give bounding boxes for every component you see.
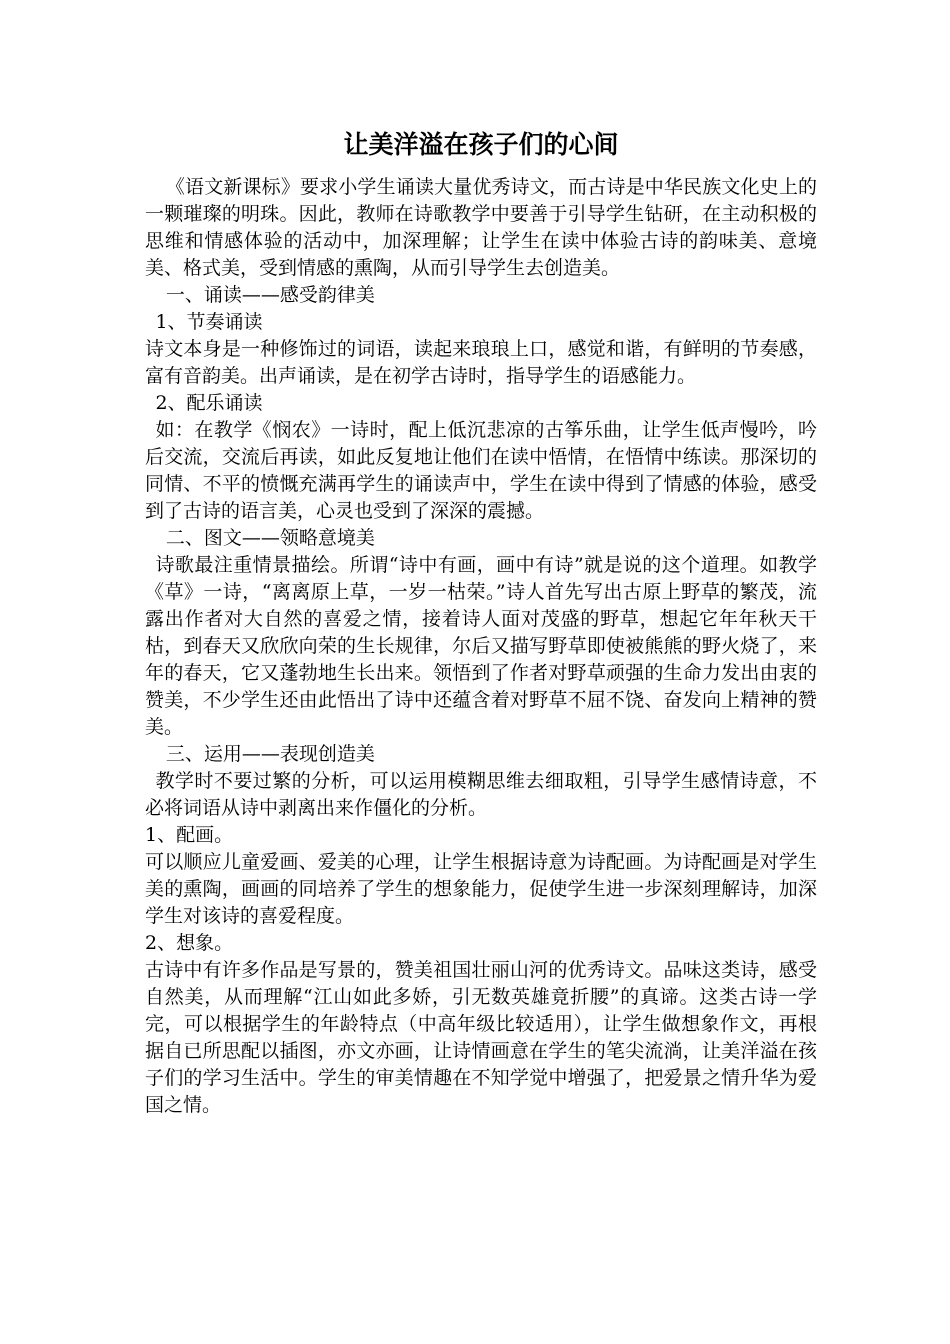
- paragraph: 诗文本身是一种修饰过的词语，读起来琅琅上口，感觉和谐，有鲜明的节奏感，富有音韵美。出声诵读，是在初学古诗时，指导学生的语感能力。: [145, 338, 817, 387]
- paragraph: 诗歌最注重情景描绘。所谓“诗中有画，画中有诗”就是说的这个道理。如教学《草》一诗，“离离原上草，一岁一枯荣。”诗人首先写出古原上野草的繁茂，流露出作者对大自然的喜爱之情，接着诗人面对茂盛的野草，想起它年年秋天干枯，到春天又欣欣向荣的生长规律，尔后又描写野草即使被熊熊的野火烧了，来年的春天，它又蓬勃地生长出来。领悟到了作者对野草顽强的生命力发出由衷的赞美，不少学生还由此悟出了诗中还蕴含着对野草不屈不饶、奋发向上精神的赞美。: [145, 554, 817, 738]
- paragraph: 教学时不要过繁的分析，可以运用模糊思维去细取粗，引导学生感情诗意，不必将词语从诗中剥离出来作僵化的分析。: [145, 770, 817, 819]
- section-heading: 一、诵读——感受韵律美: [165, 284, 375, 306]
- subsection-heading: 1、配画。: [145, 824, 234, 846]
- paragraph: 可以顺应儿童爱画、爱美的心理，让学生根据诗意为诗配画。为诗配画是对学生美的熏陶，画画的同培养了学生的想象能力，促使学生进一步深刻理解诗，加深学生对该诗的喜爱程度。: [145, 851, 817, 927]
- section-heading: 二、图文——领略意境美: [165, 527, 375, 549]
- section-heading: 三、运用——表现创造美: [165, 743, 375, 765]
- paragraph: 《语文新课标》要求小学生诵读大量优秀诗文，而古诗是中华民族文化史上的一颗璀璨的明珠。因此，教师在诗歌教学中要善于引导学生钻研，在主动积极的思维和情感体验的活动中，加深理解；让学生在读中体验古诗的韵味美、意境美、格式美，受到情感的熏陶，从而引导学生去创造美。: [145, 176, 817, 279]
- document-page: [145, 128, 817, 1119]
- document-title: 让美洋溢在孩子们的心间: [343, 130, 619, 159]
- paragraph: 如：在教学《悯农》一诗时，配上低沉悲凉的古筝乐曲，让学生低声慢吟，吟后交流，交流后再读，如此反复地让他们在读中悟情，在悟情中练读。那深切的同情、不平的愤慨充满再学生的诵读声中，学生在读中得到了情感的体验，感受到了古诗的语言美，心灵也受到了深深的震撼。: [145, 419, 817, 522]
- paragraph: 古诗中有许多作品是写景的，赞美祖国壮丽山河的优秀诗文。品味这类诗，感受自然美，从而理解“江山如此多娇，引无数英雄竟折腰”的真谛。这类古诗一学完，可以根据学生的年龄特点（中高年级比较适用），让学生做想象作文，再根据自已所思配以插图，亦文亦画，让诗情画意在学生的笔尖流淌，让美洋溢在孩子们的学习生活中。学生的审美情趣在不知学觉中增强了，把爱景之情升华为爱国之情。: [145, 959, 817, 1116]
- subsection-heading: 2、配乐诵读: [155, 392, 263, 414]
- subsection-heading: 2、想象。: [145, 932, 234, 954]
- subsection-heading: 1、节奏诵读: [155, 311, 263, 333]
